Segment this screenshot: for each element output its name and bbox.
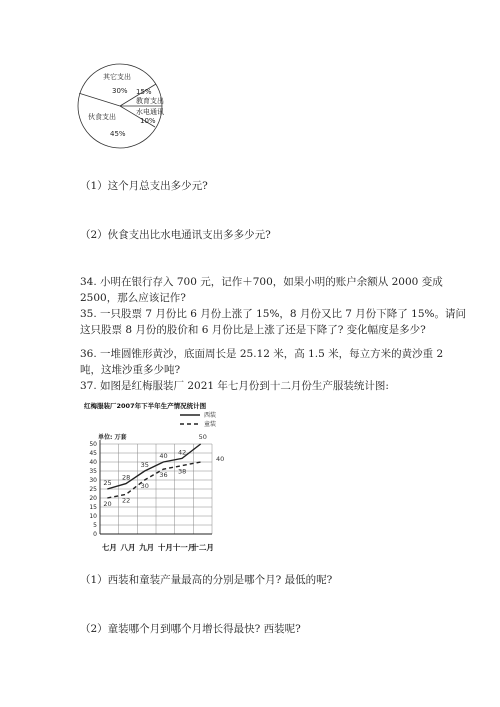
unit-label: 单位: 万套: [98, 434, 127, 441]
x-tick-label: 十月: [157, 543, 173, 552]
question-34-line-1: 34. 小明在银行存入 700 元，记作＋700，如果小明的账户余额从 2000 变成: [80, 276, 443, 288]
production-line-chart: [80, 394, 255, 564]
y-tick-label: 10: [89, 513, 97, 520]
data-label: 28: [122, 473, 131, 482]
x-axis-ticks: [102, 542, 214, 552]
data-label: 40: [159, 452, 168, 460]
x-tick-label: 十一月: [172, 543, 196, 552]
y-tick-label: 40: [89, 459, 97, 466]
data-label: 42: [178, 448, 187, 457]
data-label: 25: [103, 479, 112, 487]
question-37-sub-1: （1）西装和童装产量最高的分别是哪个月? 最低的呢?: [80, 574, 333, 586]
pie-pct-other: 30%: [112, 87, 128, 95]
y-tick-label: 45: [89, 450, 97, 457]
expense-pie-chart: [70, 62, 190, 152]
y-tick-label: 30: [89, 477, 97, 484]
x-tick-label: 八月: [120, 543, 136, 552]
x-tick-label: 十二月: [191, 543, 214, 552]
question-35-line-2: 这只股票 8 月份的股价和 6 月份比是上涨了还是下降了? 变化幅度是多少?: [80, 324, 426, 336]
chart-legend: [180, 411, 216, 428]
pie-label-food: 伙食支出: [88, 113, 116, 121]
question-1: （1）这个月总支出多少元?: [80, 180, 208, 192]
question-34-line-2: 2500，那么应该记作?: [80, 292, 186, 304]
data-label: 30: [140, 482, 149, 490]
question-37-line-1: 37. 如图是红梅服装厂 2021 年七月份到十二月份生产服装统计图:: [80, 380, 389, 392]
question-37-sub-2: （2）童装哪个月到哪个月增长得最快? 西装呢?: [80, 623, 301, 635]
data-label: 22: [122, 496, 131, 505]
pie-label-other: 其它支出: [103, 73, 131, 81]
chart-title: 红梅服装厂2007年下半年生产情况统计图: [84, 402, 207, 410]
legend-label-kids: 童装: [204, 421, 217, 428]
question-36-line-1: 36. 一堆圆锥形黄沙，底面周长是 25.12 米，高 1.5 米，每立方米的黄沙重 2: [80, 348, 444, 360]
pie-pct-education: 15%: [136, 88, 152, 96]
y-tick-label: 50: [89, 441, 97, 448]
y-tick-label: 20: [89, 495, 97, 502]
pie-pct-utilities: 10%: [140, 117, 156, 125]
legend-label-suits: 西装: [204, 412, 217, 419]
data-label: 38: [178, 467, 187, 476]
y-axis-ticks: [89, 441, 97, 538]
y-tick-label: 35: [89, 468, 97, 475]
question-2: （2）伙食支出比水电通讯支出多多少元?: [80, 229, 271, 241]
data-label: 50: [198, 433, 207, 441]
series-line-suits: [107, 444, 200, 489]
x-tick-label: 七月: [101, 543, 117, 552]
x-tick-label: 九月: [139, 543, 155, 552]
data-label: 40: [216, 455, 225, 463]
y-tick-label: 25: [89, 486, 97, 493]
pie-label-education: 教育支出: [136, 97, 164, 105]
data-label: 20: [103, 500, 112, 508]
y-tick-label: 0: [93, 531, 97, 538]
chart-grid: [100, 440, 212, 534]
question-36-line-2: 吨，这堆沙重多少吨?: [80, 364, 181, 376]
question-35-line-1: 35. 一只股票 7 月份比 6 月份上涨了 15%，8 月份又比 7 月份下降了 15%。请问: [80, 308, 466, 320]
y-tick-label: 5: [93, 522, 97, 529]
y-tick-label: 15: [89, 504, 97, 511]
data-label: 35: [140, 461, 149, 469]
pie-label-utilities: 水电通讯: [136, 108, 164, 116]
pie-pct-food: 45%: [110, 130, 126, 138]
data-label: 36: [159, 471, 168, 480]
